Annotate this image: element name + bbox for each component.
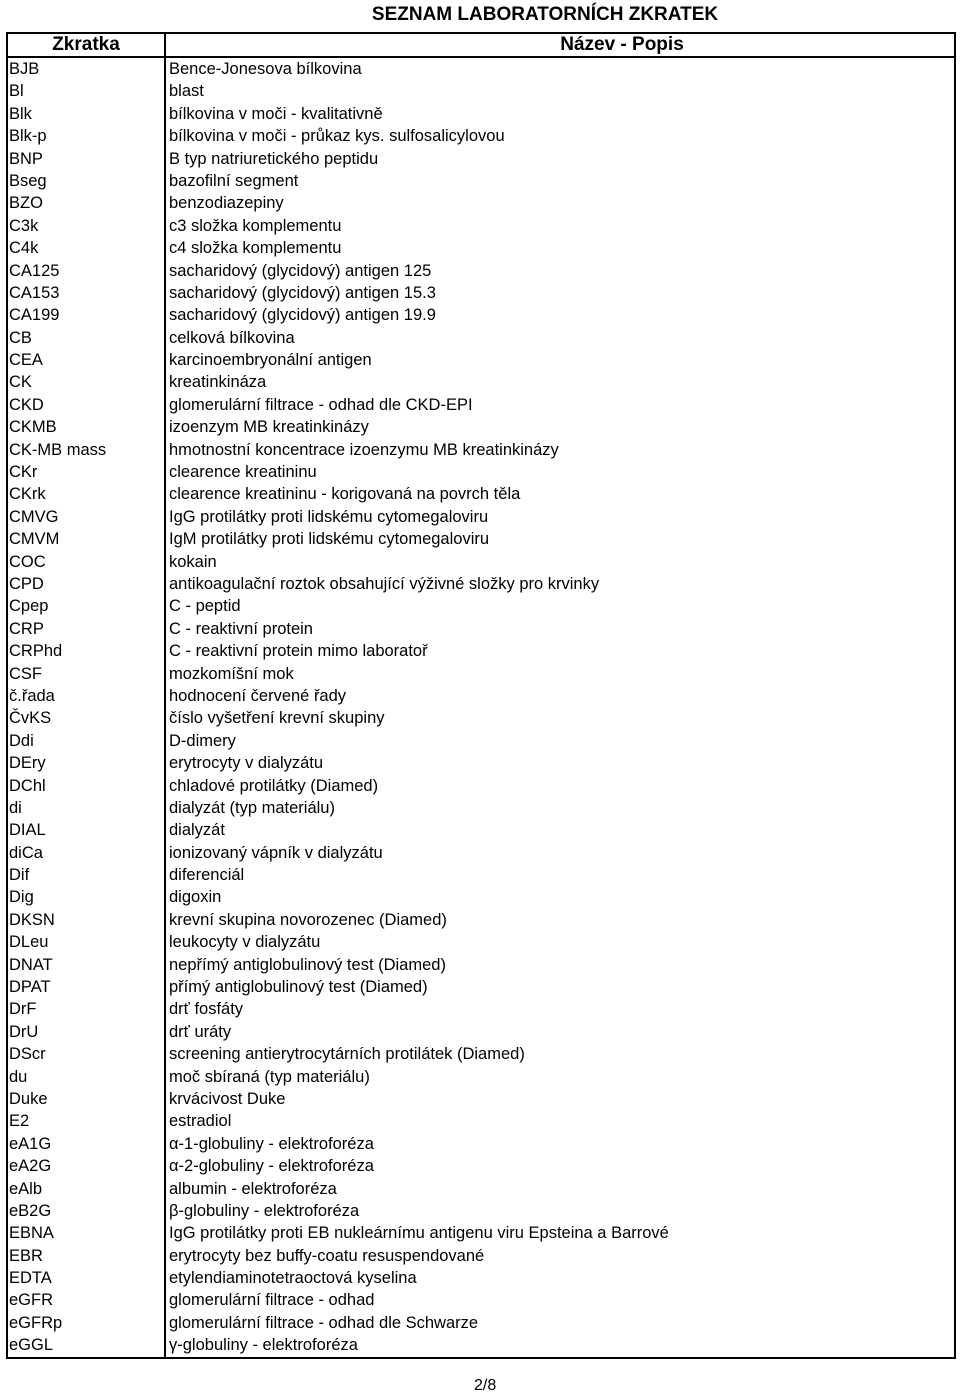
description-cell: IgG protilátky proti lidskému cytomegaloviru <box>169 507 489 526</box>
abbreviation-cell: Cpep <box>8 595 166 617</box>
column-header-description: Název - Popis <box>560 34 684 55</box>
description-cell: číslo vyšetření krevní skupiny <box>169 709 385 728</box>
description-cell: IgM protilátky proti lidskému cytomegaloviru <box>169 530 490 549</box>
description-cell: digoxin <box>169 888 222 907</box>
abbreviation-cell: CKrk <box>8 483 166 505</box>
abbreviation-cell: CA199 <box>8 304 166 326</box>
abbreviation-cell: eGGL <box>8 1334 166 1356</box>
description-cell: erytrocyty bez buffy-coatu resuspendované <box>169 1246 485 1265</box>
table-row <box>8 371 954 393</box>
table-row <box>8 1110 954 1132</box>
table-row <box>8 1155 954 1177</box>
description-cell: clearence kreatininu <box>169 463 317 482</box>
table-row <box>8 707 954 729</box>
abbreviation-cell: di <box>8 797 166 819</box>
abbreviation-cell: CK <box>8 371 166 393</box>
table-row <box>8 125 954 147</box>
table-row <box>8 170 954 192</box>
description-cell: C - reaktivní protein <box>169 619 313 638</box>
abbreviation-cell: CPD <box>8 573 166 595</box>
description-cell: krevní skupina novorozenec (Diamed) <box>169 910 447 929</box>
description-cell: glomerulární filtrace - odhad <box>169 1291 375 1310</box>
description-cell: sacharidový (glycidový) antigen 15.3 <box>169 283 436 302</box>
description-cell: blast <box>169 82 204 101</box>
description-cell: benzodiazepiny <box>169 194 284 213</box>
abbreviation-cell: CRP <box>8 618 166 640</box>
description-cell: α-1-globuliny - elektroforéza <box>169 1134 374 1153</box>
abbreviation-cell: ČvKS <box>8 707 166 729</box>
abbreviation-cell: COC <box>8 551 166 573</box>
table-row <box>8 954 954 976</box>
abbreviation-cell: CMVG <box>8 506 166 528</box>
abbreviation-cell: DEry <box>8 752 166 774</box>
table-row <box>8 1334 954 1356</box>
page-number: 2/8 <box>474 1377 497 1394</box>
description-cell: bílkovina v moči - průkaz kys. sulfosalicylovou <box>169 127 505 146</box>
table-row <box>8 304 954 326</box>
description-cell: mozkomíšní mok <box>169 664 294 683</box>
abbreviation-cell: DKSN <box>8 909 166 931</box>
description-cell: přímý antiglobulinový test (Diamed) <box>169 978 428 997</box>
abbreviation-cell: DLeu <box>8 931 166 953</box>
abbreviation-cell: eGFRp <box>8 1312 166 1334</box>
abbreviation-cell: CKr <box>8 461 166 483</box>
description-cell: γ-globuliny - elektroforéza <box>169 1336 358 1355</box>
description-cell: drť uráty <box>169 1022 232 1041</box>
table-row <box>8 797 954 819</box>
description-cell: izoenzym MB kreatinkinázy <box>169 418 369 437</box>
abbreviation-cell: BZO <box>8 192 166 214</box>
description-cell: hmotnostní koncentrace izoenzymu MB kreatinkinázy <box>169 440 559 459</box>
abbreviation-cell: CA153 <box>8 282 166 304</box>
abbreviation-cell: CRPhd <box>8 640 166 662</box>
table-row <box>8 931 954 953</box>
abbreviation-cell: BNP <box>8 148 166 170</box>
abbreviation-cell: Ddi <box>8 730 166 752</box>
table-row <box>8 1289 954 1311</box>
description-cell: clearence kreatininu - korigovaná na povrch těla <box>169 485 521 504</box>
abbreviation-cell: C3k <box>8 215 166 237</box>
description-cell: B typ natriuretického peptidu <box>169 149 379 168</box>
abbreviation-cell: EDTA <box>8 1267 166 1289</box>
abbreviation-cell: eB2G <box>8 1200 166 1222</box>
abbreviation-cell: CMVM <box>8 528 166 550</box>
table-row <box>8 80 954 102</box>
description-cell: glomerulární filtrace - odhad dle CKD-EPI <box>169 395 473 414</box>
description-cell: dialyzát (typ materiálu) <box>169 798 335 817</box>
description-cell: bílkovina v moči - kvalitativně <box>169 104 383 123</box>
column-header-abbreviation: Zkratka <box>8 34 166 56</box>
page-title: SEZNAM LABORATORNÍCH ZKRATEK <box>371 4 719 25</box>
description-cell: chladové protilátky (Diamed) <box>169 776 379 795</box>
description-cell: Bence-Jonesova bílkovina <box>169 60 362 78</box>
description-cell: karcinoembryonální antigen <box>169 351 372 370</box>
description-cell: dialyzát <box>169 821 225 840</box>
table-row <box>8 103 954 125</box>
table-row <box>8 1200 954 1222</box>
description-cell: glomerulární filtrace - odhad dle Schwarze <box>169 1313 479 1332</box>
abbreviation-cell: C4k <box>8 237 166 259</box>
description-cell: C - reaktivní protein mimo laboratoř <box>169 642 428 661</box>
abbreviation-cell: DrF <box>8 998 166 1020</box>
table-row <box>8 1245 954 1267</box>
description-cell: ionizovaný vápník v dialyzátu <box>169 843 383 862</box>
table-row <box>8 461 954 483</box>
description-cell: diferenciál <box>169 866 245 885</box>
table-row <box>8 282 954 304</box>
description-cell: D-dimery <box>169 731 236 750</box>
description-cell: etylendiaminotetraoctová kyselina <box>169 1269 417 1288</box>
table-row <box>8 192 954 214</box>
abbreviation-table <box>6 32 956 1359</box>
abbreviation-cell: CKD <box>8 394 166 416</box>
table-row <box>8 640 954 662</box>
description-cell: kreatinkináza <box>169 373 267 392</box>
abbreviation-cell: Bseg <box>8 170 166 192</box>
description-cell: estradiol <box>169 1112 232 1131</box>
description-cell: c3 složka komplementu <box>169 216 342 235</box>
description-cell: bazofilní segment <box>169 171 299 190</box>
table-row <box>8 1043 954 1065</box>
table-row <box>8 1222 954 1244</box>
abbreviation-cell: eGFR <box>8 1289 166 1311</box>
table-row <box>8 551 954 573</box>
table-row <box>8 58 954 80</box>
abbreviation-cell: eA2G <box>8 1155 166 1177</box>
abbreviation-cell: CEA <box>8 349 166 371</box>
table-row <box>8 819 954 841</box>
abbreviation-cell: CB <box>8 327 166 349</box>
table-row <box>8 506 954 528</box>
description-cell: c4 složka komplementu <box>169 239 342 258</box>
table-row <box>8 1021 954 1043</box>
table-row <box>8 1312 954 1334</box>
table-row <box>8 215 954 237</box>
description-cell: drť fosfáty <box>169 1000 244 1019</box>
table-row <box>8 1133 954 1155</box>
abbreviation-cell: eAlb <box>8 1178 166 1200</box>
description-cell: moč sbíraná (typ materiálu) <box>169 1067 370 1086</box>
table-row <box>8 237 954 259</box>
abbreviation-cell: CSF <box>8 663 166 685</box>
abbreviation-cell: DScr <box>8 1043 166 1065</box>
table-row <box>8 1088 954 1110</box>
description-cell: krvácivost Duke <box>169 1089 286 1108</box>
abbreviation-cell: Dig <box>8 886 166 908</box>
description-cell: sacharidový (glycidový) antigen 19.9 <box>169 306 436 325</box>
table-row <box>8 909 954 931</box>
table-row <box>8 730 954 752</box>
description-cell: celková bílkovina <box>169 328 295 347</box>
abbreviation-cell: Duke <box>8 1088 166 1110</box>
table-body <box>8 58 954 1357</box>
table-row <box>8 998 954 1020</box>
table-row <box>8 1178 954 1200</box>
abbreviation-cell: EBR <box>8 1245 166 1267</box>
abbreviation-cell: DNAT <box>8 954 166 976</box>
table-row <box>8 1066 954 1088</box>
description-cell: α-2-globuliny - elektroforéza <box>169 1157 374 1176</box>
table-row <box>8 663 954 685</box>
abbreviation-cell: DChl <box>8 775 166 797</box>
description-cell: erytrocyty v dialyzátu <box>169 754 324 773</box>
description-cell: β-globuliny - elektroforéza <box>169 1201 360 1220</box>
table-row <box>8 394 954 416</box>
description-cell: IgG protilátky proti EB nukleárnímu antigenu viru Epsteina a Barrové <box>169 1224 669 1243</box>
table-row <box>8 886 954 908</box>
abbreviation-cell: CK-MB mass <box>8 439 166 461</box>
table-row <box>8 483 954 505</box>
abbreviation-cell: DPAT <box>8 976 166 998</box>
table-row <box>8 842 954 864</box>
table-row <box>8 349 954 371</box>
abbreviation-cell: EBNA <box>8 1222 166 1244</box>
table-row <box>8 573 954 595</box>
abbreviation-cell: BJB <box>8 58 166 80</box>
abbreviation-cell: CKMB <box>8 416 166 438</box>
description-cell: albumin - elektroforéza <box>169 1179 337 1198</box>
table-row <box>8 618 954 640</box>
abbreviation-cell: DrU <box>8 1021 166 1043</box>
description-cell: screening antierytrocytárních protilátek (Diamed) <box>169 1045 525 1064</box>
description-cell: hodnocení červené řady <box>169 686 347 705</box>
abbreviation-cell: č.řada <box>8 685 166 707</box>
table-row <box>8 148 954 170</box>
table-row <box>8 775 954 797</box>
table-row <box>8 1267 954 1289</box>
abbreviation-cell: eA1G <box>8 1133 166 1155</box>
table-row <box>8 976 954 998</box>
table-row <box>8 595 954 617</box>
table-row <box>8 260 954 282</box>
abbreviation-cell: Dif <box>8 864 166 886</box>
description-cell: leukocyty v dialyzátu <box>169 933 321 952</box>
table-row <box>8 864 954 886</box>
abbreviation-cell: Bl <box>8 80 166 102</box>
table-row <box>8 685 954 707</box>
table-row <box>8 528 954 550</box>
abbreviation-cell: Blk-p <box>8 125 166 147</box>
abbreviation-cell: diCa <box>8 842 166 864</box>
abbreviation-cell: DIAL <box>8 819 166 841</box>
abbreviation-cell: du <box>8 1066 166 1088</box>
table-row <box>8 752 954 774</box>
table-row <box>8 439 954 461</box>
description-cell: antikoagulační roztok obsahující výživné složky pro krvinky <box>169 574 600 593</box>
table-row <box>8 416 954 438</box>
abbreviation-cell: Blk <box>8 103 166 125</box>
description-cell: kokain <box>169 552 217 571</box>
table-header <box>8 34 954 58</box>
table-row <box>8 327 954 349</box>
description-cell: nepřímý antiglobulinový test (Diamed) <box>169 955 446 974</box>
abbreviation-cell: CA125 <box>8 260 166 282</box>
description-cell: C - peptid <box>169 597 241 616</box>
abbreviation-cell: E2 <box>8 1110 166 1132</box>
description-cell: sacharidový (glycidový) antigen 125 <box>169 261 432 280</box>
